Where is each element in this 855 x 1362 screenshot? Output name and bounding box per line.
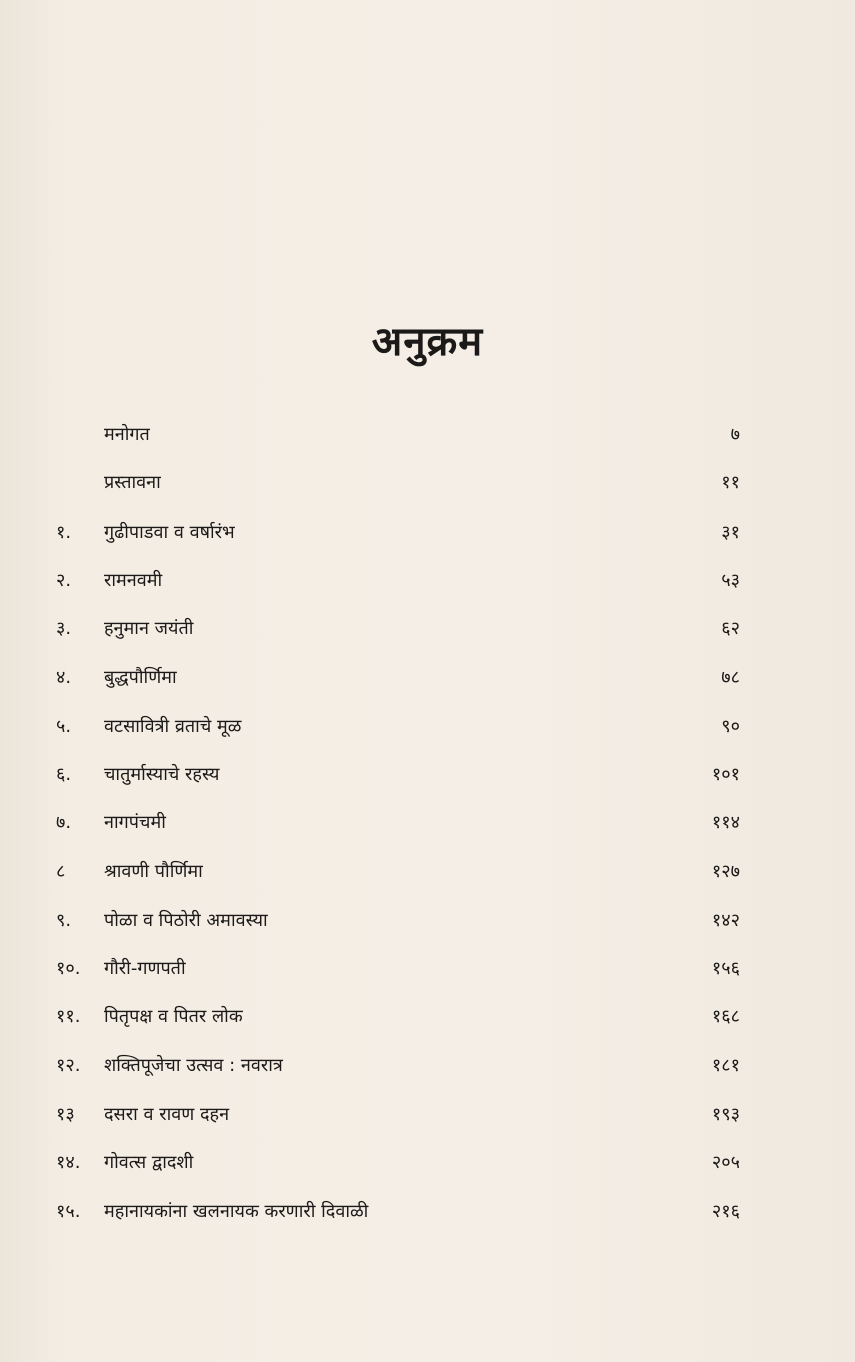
toc-title: हनुमान जयंती	[104, 618, 194, 639]
toc-row	[0, 518, 855, 548]
toc-number: १५.	[56, 1201, 81, 1222]
toc-title: बुद्धपौर्णिमा	[104, 667, 177, 688]
toc-row	[0, 468, 855, 498]
show-through-text	[540, 88, 780, 328]
toc-number: ११.	[56, 1006, 81, 1027]
toc-page: ३१	[721, 522, 740, 543]
toc-row	[0, 1002, 855, 1032]
toc-number: १०.	[56, 958, 81, 979]
toc-title: मनोगत	[104, 424, 150, 445]
toc-title: महानायकांना खलनायक करणारी दिवाळी	[104, 1201, 369, 1222]
toc-title: रामनवमी	[104, 570, 163, 591]
toc-row	[0, 954, 855, 984]
toc-row	[0, 1148, 855, 1178]
toc-number: ६.	[56, 764, 72, 785]
toc-page: ७८	[721, 667, 740, 688]
toc-number: ४.	[56, 667, 72, 688]
toc-page: २१६	[711, 1201, 740, 1222]
toc-title: शक्तिपूजेचा उत्सव : नवरात्र	[104, 1055, 283, 1076]
toc-title: गोवत्स द्वादशी	[104, 1152, 194, 1173]
toc-number: ८	[56, 861, 66, 882]
toc-title: दसरा व रावण दहन	[104, 1104, 230, 1125]
toc-page: ६२	[721, 618, 740, 639]
toc-page: १८१	[711, 1055, 740, 1076]
toc-row	[0, 614, 855, 644]
toc-number: ५.	[56, 716, 72, 737]
toc-title: गुढीपाडवा व वर्षारंभ	[104, 522, 235, 543]
page-title: अनुक्रम	[371, 319, 484, 365]
toc-page: ११	[721, 472, 740, 493]
toc-number: २.	[56, 570, 72, 591]
toc-title: वटसावित्री व्रताचे मूळ	[104, 716, 242, 737]
toc-number: १२.	[56, 1055, 81, 1076]
toc-page: २०५	[711, 1152, 740, 1173]
toc-row	[0, 906, 855, 936]
toc-number: ३.	[56, 618, 72, 639]
toc-row	[0, 1051, 855, 1081]
toc-title: चातुर्मास्याचे रहस्य	[104, 764, 220, 785]
toc-page: १२७	[711, 861, 740, 882]
toc-row	[0, 760, 855, 790]
toc-number: १.	[56, 522, 72, 543]
toc-title: नागपंचमी	[104, 812, 166, 833]
toc-page: १०१	[711, 764, 740, 785]
toc-number: ७.	[56, 812, 72, 833]
toc-title: पोळा व पिठोरी अमावस्या	[104, 910, 268, 931]
toc-number: १४.	[56, 1152, 81, 1173]
toc-row	[0, 566, 855, 596]
toc-page: १९३	[711, 1104, 740, 1125]
toc-row	[0, 420, 855, 450]
toc-page: ११४	[711, 812, 740, 833]
toc-title: प्रस्तावना	[104, 472, 161, 493]
toc-page: १५६	[711, 958, 740, 979]
toc-row	[0, 1100, 855, 1130]
toc-row	[0, 808, 855, 838]
toc-title: श्रावणी पौर्णिमा	[104, 861, 203, 882]
toc-row	[0, 1197, 855, 1227]
toc-page: १४२	[711, 910, 740, 931]
toc-number: ९.	[56, 910, 72, 931]
toc-number: १३	[56, 1104, 75, 1125]
toc-page: ५३	[721, 570, 740, 591]
toc-page: ७	[730, 424, 740, 445]
toc-page: १६८	[711, 1006, 740, 1027]
toc-title: पितृपक्ष व पितर लोक	[104, 1006, 243, 1027]
toc-page: ९०	[721, 716, 740, 737]
toc-row	[0, 712, 855, 742]
toc-row	[0, 857, 855, 887]
toc-row	[0, 663, 855, 693]
toc-title: गौरी-गणपती	[104, 958, 186, 979]
